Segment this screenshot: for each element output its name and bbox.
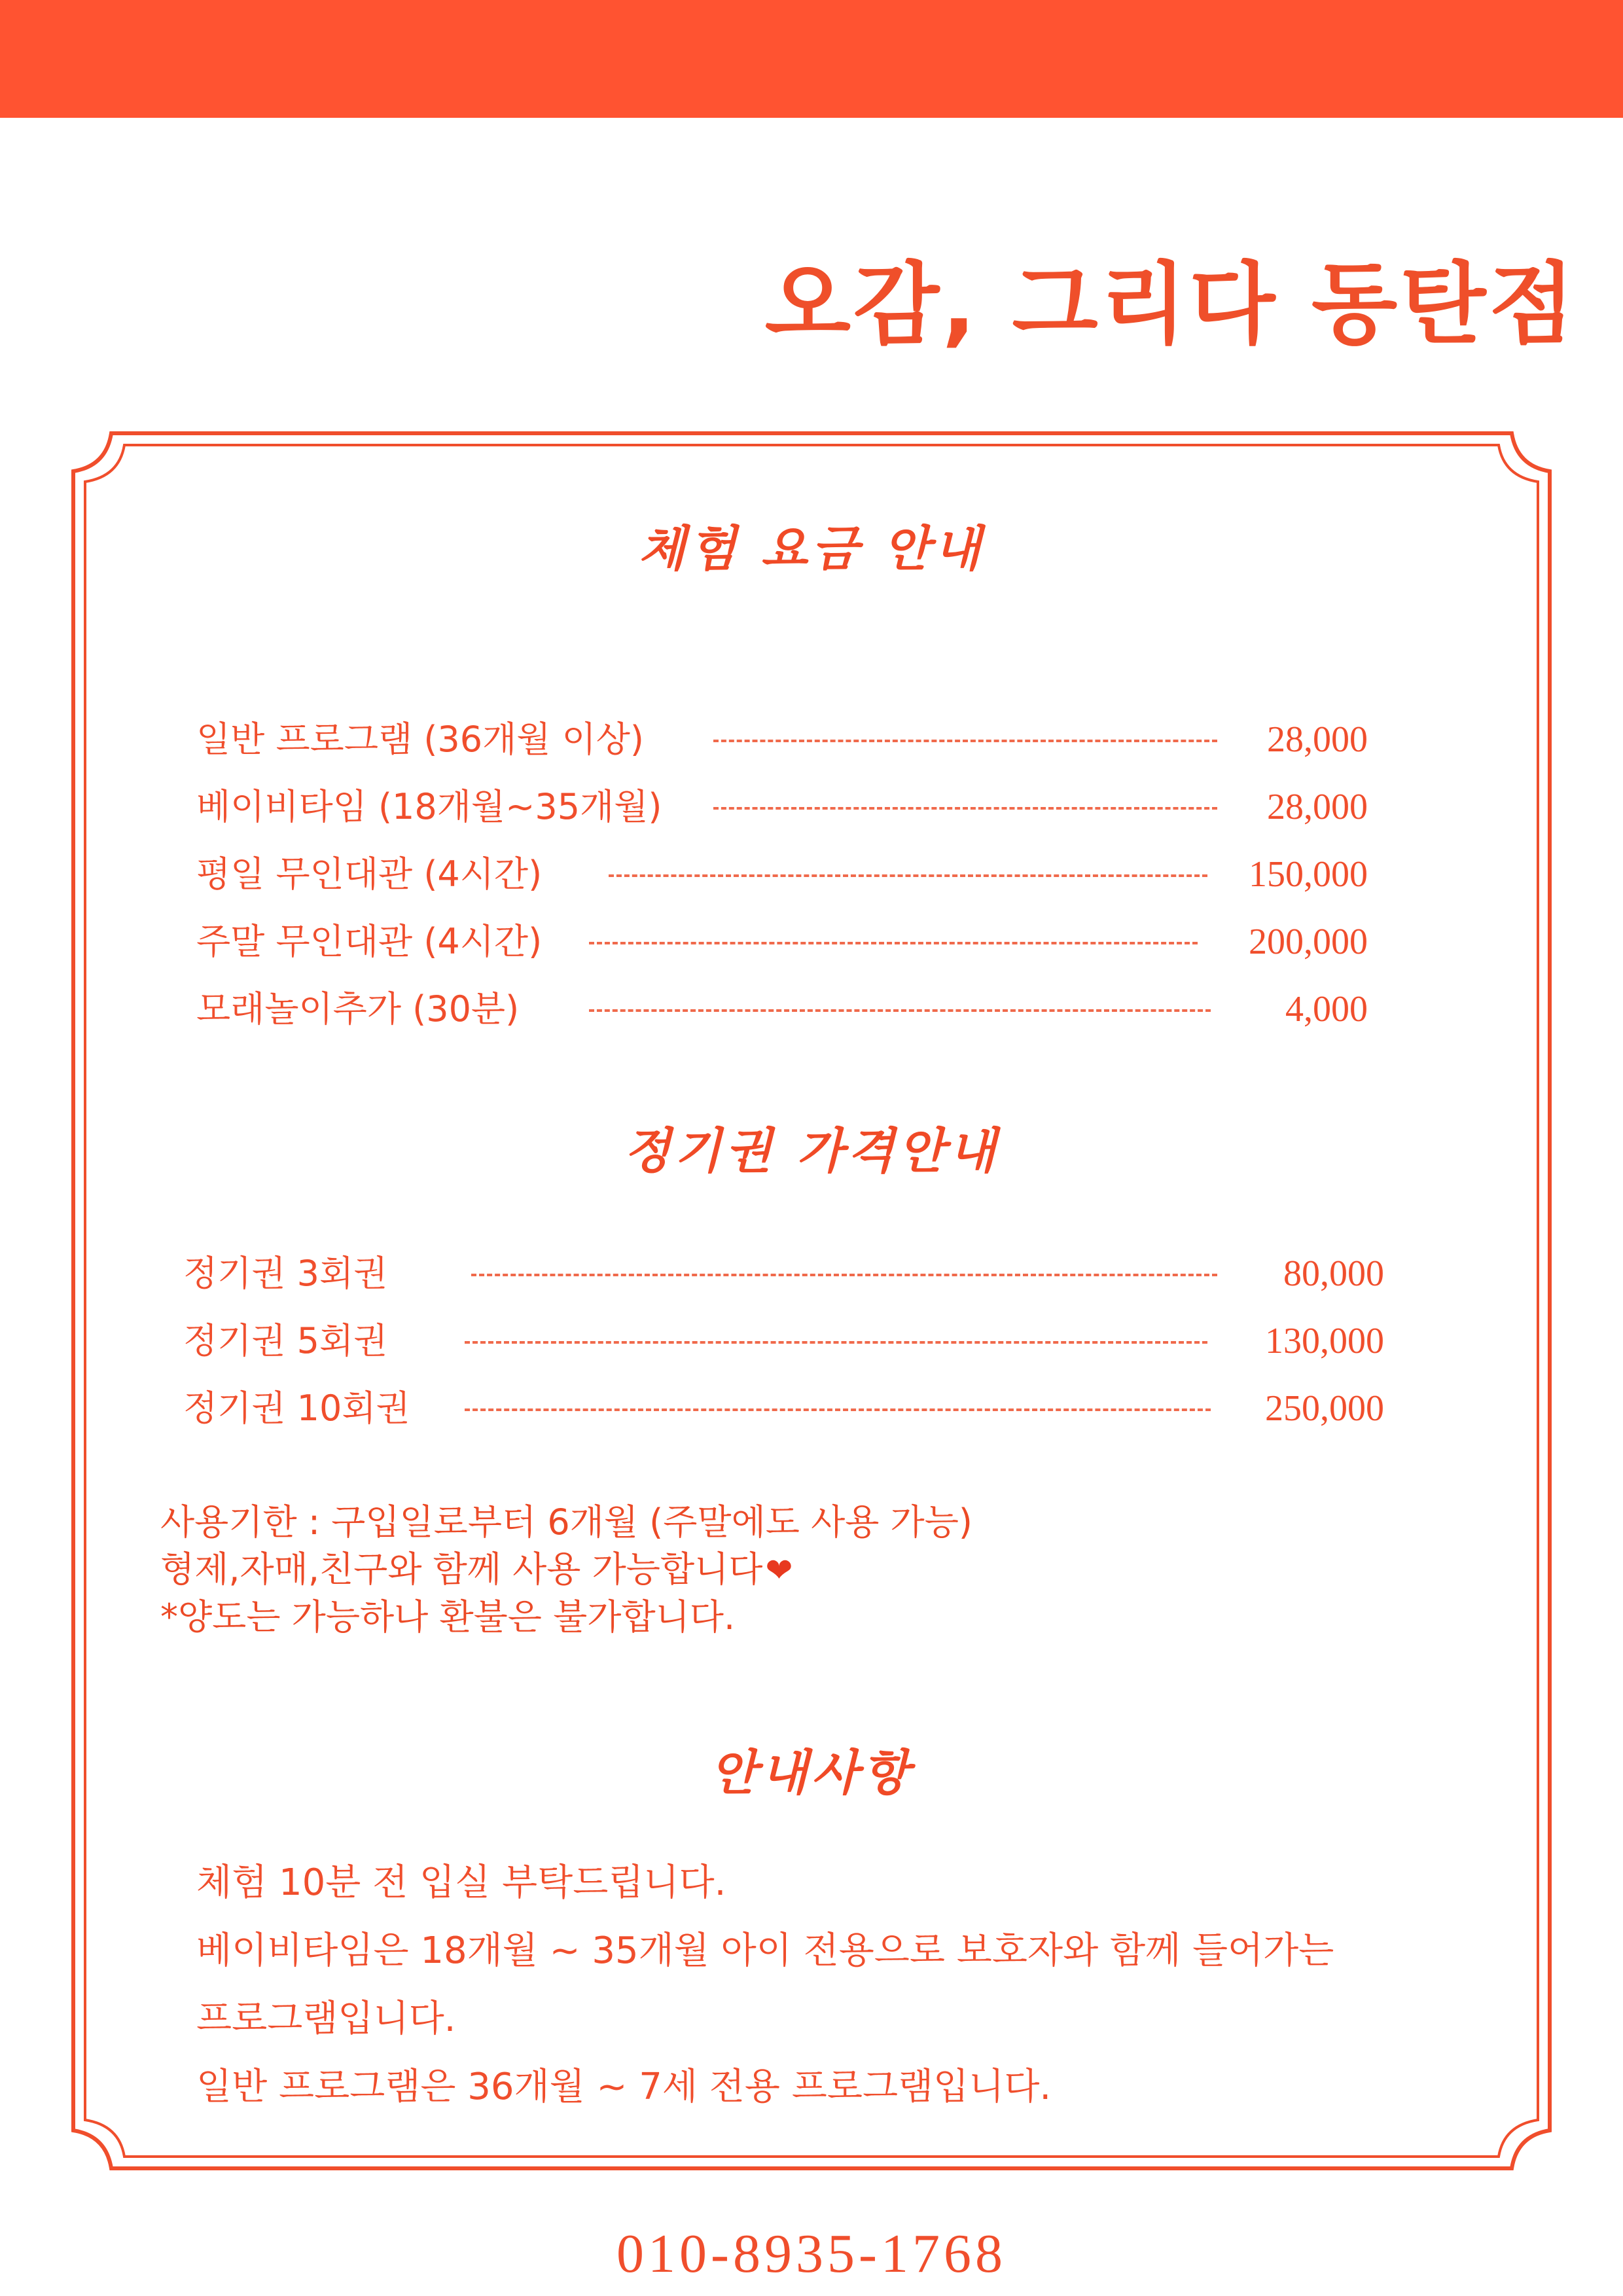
price-item-name: 정기권 5회권 [183, 1320, 388, 1361]
price-row [196, 848, 1368, 901]
price-row [183, 1382, 1384, 1435]
dotted-leader [609, 874, 1207, 877]
price-item-name: 정기권 3회권 [183, 1253, 388, 1294]
price-row [196, 713, 1368, 766]
dotted-leader [713, 807, 1217, 810]
price-item-value: 28,000 [1267, 787, 1368, 827]
dotted-leader [589, 942, 1198, 944]
price-item-name: 정기권 10회권 [183, 1388, 410, 1429]
price-item-value: 80,000 [1283, 1253, 1384, 1294]
price-item-name: 모래놀이추가 (30분) [196, 988, 520, 1030]
store-title: 오감, 그리다 동탄점 [764, 253, 1577, 357]
price-item-value: 4,000 [1285, 989, 1368, 1030]
price-item-value: 200,000 [1249, 922, 1368, 962]
dotted-leader [471, 1274, 1217, 1276]
notices-title: 안내사항 [710, 1745, 913, 1801]
note-line: 사용기한 : 구입일로부터 6개월 (주말에도 사용 가능) [160, 1501, 972, 1543]
note-line-text: 형제,자매,친구와 함께 사용 가능합니다 [160, 1549, 763, 1590]
price-item-value: 28,000 [1267, 719, 1368, 760]
price-row [196, 781, 1368, 833]
price-item-value: 130,000 [1265, 1321, 1384, 1361]
price-row [183, 1247, 1384, 1300]
notice-line: 베이비타임은 18개월 ~ 35개월 아이 전용으로 보호자와 함께 들어가는 [196, 1929, 1334, 1972]
dotted-leader [713, 740, 1217, 742]
price-row [183, 1315, 1384, 1367]
price-item-name: 주말 무인대관 (4시간) [196, 921, 543, 962]
price-item-name: 평일 무인대관 (4시간) [196, 853, 543, 895]
phone-number: 010-8935-1768 [616, 2223, 1007, 2284]
trial-pricing-title: 체험 요금 안내 [638, 521, 985, 577]
note-line: *양도는 가능하나 환불은 불가합니다. [160, 1596, 736, 1638]
dotted-leader [465, 1341, 1207, 1344]
price-row [196, 983, 1368, 1035]
pass-usage-notes [160, 1499, 1535, 1641]
notices-list [196, 1849, 1472, 2121]
dotted-leader [465, 1408, 1211, 1411]
notice-line: 체험 10분 전 입실 부탁드립니다. [196, 1861, 726, 1904]
price-item-value: 250,000 [1265, 1388, 1384, 1429]
note-line [160, 1546, 1535, 1594]
pass-pricing-title: 정기권 가격안내 [623, 1123, 1000, 1179]
notice-line: 일반 프로그램은 36개월 ~ 7세 전용 프로그램입니다. [196, 2066, 1052, 2108]
price-item-name: 베이비타임 (18개월~35개월) [196, 786, 662, 827]
dotted-leader [589, 1009, 1211, 1012]
price-row [196, 916, 1368, 968]
heart-icon: ❤ [765, 1551, 793, 1589]
price-item-name: 일반 프로그램 (36개월 이상) [196, 719, 644, 760]
price-item-value: 150,000 [1249, 854, 1368, 895]
notice-line: 프로그램입니다. [196, 1998, 456, 2040]
